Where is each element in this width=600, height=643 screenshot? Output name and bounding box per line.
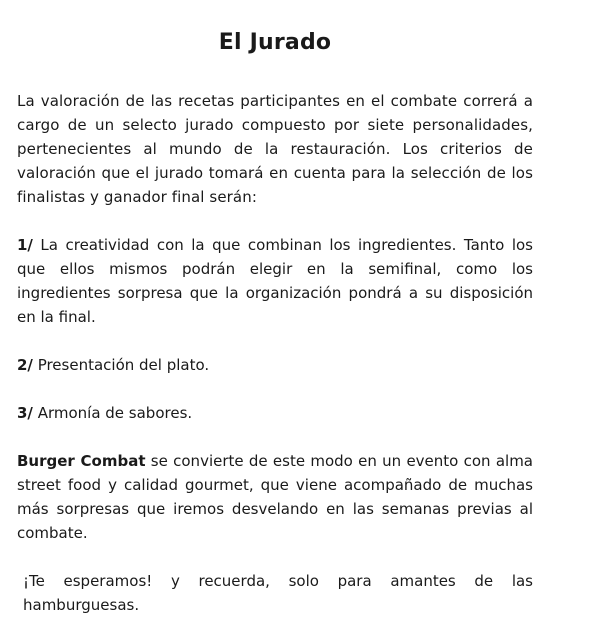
criterion-2-number: 2/ bbox=[17, 356, 33, 374]
criterion-3-text: Armonía de sabores. bbox=[32, 404, 193, 422]
article-body bbox=[17, 89, 533, 617]
brand-name: Burger Combat bbox=[17, 452, 146, 470]
intro-paragraph: La valoración de las recetas participantes en el combate correrá a cargo de un selecto jurado compuesto por siete personalidades, pertenecientes al mundo de la restauración. Los criterios de valoración que el jurado tomará en cuenta para la selección de los finalistas y ganador final serán: bbox=[17, 92, 533, 206]
criterion-2 bbox=[17, 353, 533, 377]
criterion-2-text: Presentación del plato. bbox=[32, 356, 210, 374]
criterion-3-number: 3/ bbox=[17, 404, 33, 422]
page-title: El Jurado bbox=[218, 30, 332, 55]
criterion-1-text: La creatividad con la que combinan los ingredientes. Tanto los que ellos mismos podrán elegir en la semifinal, como los ingredientes sorpresa que la organización pondrá a su disposición en la final. bbox=[17, 236, 533, 326]
farewell-paragraph: ¡Te esperamos! y recuerda, solo para amantes de las hamburguesas. bbox=[23, 572, 533, 614]
criterion-1 bbox=[17, 233, 533, 329]
closing-paragraph bbox=[17, 449, 533, 545]
closing-text: se convierte de este modo en un evento con alma street food y calidad gourmet, que viene acompañado de muchas más sorpresas que iremos desvelando en las semanas previas al combate. bbox=[17, 452, 533, 542]
criterion-1-number: 1/ bbox=[17, 236, 33, 254]
criterion-3 bbox=[17, 401, 533, 425]
